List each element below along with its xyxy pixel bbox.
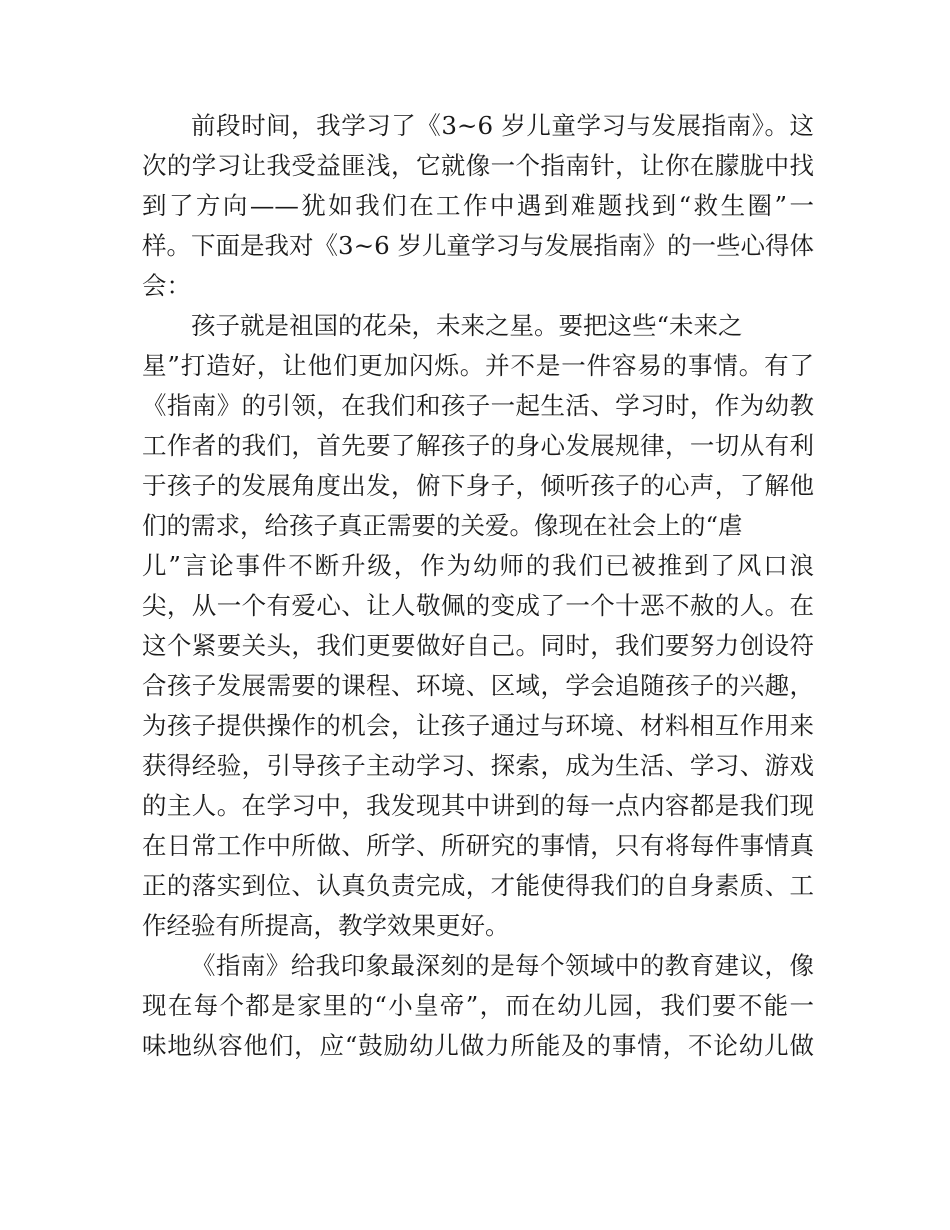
paragraph-2	[142, 306, 814, 946]
text-line: 样。下面是我对《3~6 岁儿童学习与发展指南》的一些心得体	[142, 231, 814, 260]
document-page	[142, 106, 814, 1066]
text-line: 获得经验，引导孩子主动学习、探索，成为生活、学习、游戏	[142, 751, 814, 780]
text-line: 正的落实到位、认真负责完成，才能使得我们的自身素质、工	[142, 871, 814, 900]
text-line: 这个紧要关头，我们更要做好自己。同时，我们要努力创设符	[142, 631, 814, 660]
text-line: 次的学习让我受益匪浅，它就像一个指南针，让你在朦胧中找	[142, 151, 814, 180]
text-line: 工作者的我们，首先要了解孩子的身心发展规律，一切从有利	[142, 431, 814, 460]
text-line: 味地纵容他们，应“鼓励幼儿做力所能及的事情，不论幼儿做	[142, 1031, 814, 1060]
text-line: 会：	[142, 271, 191, 300]
text-line: 于孩子的发展角度出发，俯下身子，倾听孩子的心声，了解他	[142, 471, 814, 500]
paragraph-1	[142, 106, 814, 306]
text-line: 星”打造好，让他们更加闪烁。并不是一件容易的事情。有了	[142, 351, 814, 380]
text-line: 们的需求，给孩子真正需要的关爱。像现在社会上的“虐	[142, 511, 743, 540]
text-line: 现在每个都是家里的“小皇帝”，而在幼儿园，我们要不能一	[142, 991, 814, 1020]
text-line: 前段时间，我学习了《3~6 岁儿童学习与发展指南》。这	[191, 111, 814, 140]
text-line: 在日常工作中所做、所学、所研究的事情，只有将每件事情真	[142, 831, 814, 860]
text-line: 的主人。在学习中，我发现其中讲到的每一点内容都是我们现	[142, 791, 814, 820]
text-line: 儿”言论事件不断升级，作为幼师的我们已被推到了风口浪	[142, 551, 814, 580]
text-line: 孩子就是祖国的花朵，未来之星。要把这些“未来之	[191, 311, 743, 340]
text-line: 作经验有所提高，教学效果更好。	[142, 911, 510, 940]
text-line: 尖，从一个有爱心、让人敬佩的变成了一个十恶不赦的人。在	[142, 591, 814, 620]
text-line: 合孩子发展需要的课程、环境、区域，学会追随孩子的兴趣，	[142, 671, 814, 700]
text-line: 《指南》的引领，在我们和孩子一起生活、学习时，作为幼教	[142, 391, 814, 420]
paragraph-3	[142, 946, 814, 1066]
text-line: 为孩子提供操作的机会，让孩子通过与环境、材料相互作用来	[142, 711, 814, 740]
text-line: 《指南》给我印象最深刻的是每个领域中的教育建议，像	[191, 951, 814, 980]
text-line: 到了方向——犹如我们在工作中遇到难题找到“救生圈”一	[142, 191, 814, 220]
